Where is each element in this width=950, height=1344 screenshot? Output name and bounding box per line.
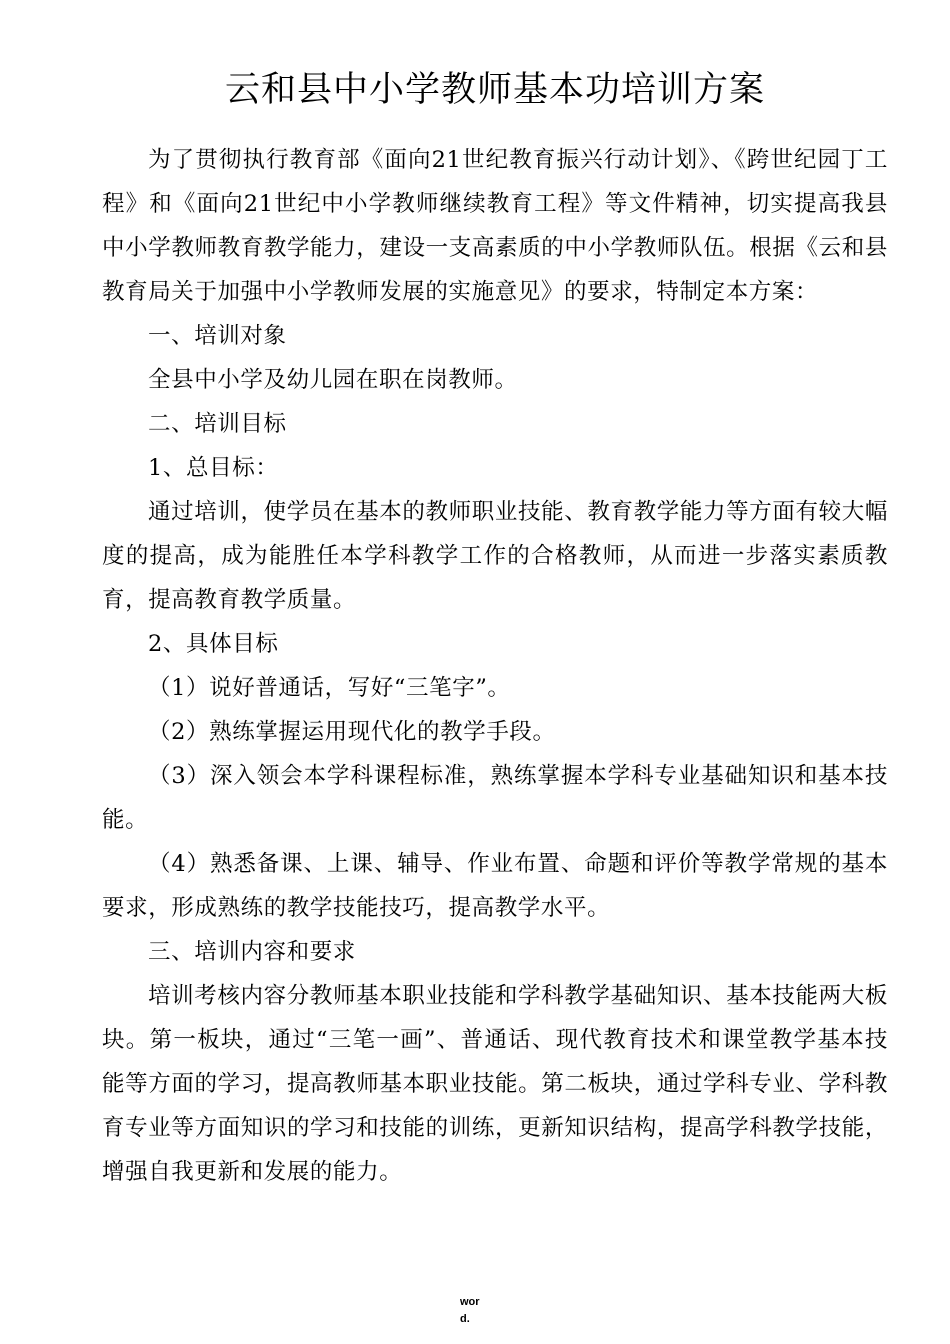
- specific-goal-item: （3）深入领会本学科课程标准，熟练掌握本学科专业基础知识和基本技能。: [102, 763, 888, 833]
- training-targets-paragraph: 全县中小学及幼儿园在职在岗教师。: [148, 367, 518, 393]
- section-heading-training-targets: 一、培训对象: [148, 323, 287, 349]
- specific-goal-item: （2）熟练掌握运用现代化的教学手段。: [148, 719, 556, 745]
- subheading-specific-goals: 2、具体目标: [148, 631, 279, 657]
- section-heading-training-content: 三、培训内容和要求: [148, 939, 356, 965]
- training-content-paragraph: 培训考核内容分教师基本职业技能和学科教学基础知识、基本技能两大板块。第一板块，通过“三笔一画”、普通话、现代教育技术和课堂教学基本技能等方面的学习，提高教师基本职业技能。第二板块，通过学科专业、学科教育专业等方面知识的学习和技能的训练，更新知识结构，提高学科教学技能，增强自我更新和发展的能力。: [102, 983, 888, 1185]
- subheading-overall-goal: 1、总目标：: [148, 455, 279, 481]
- intro-paragraph: 为了贯彻执行教育部《面向21世纪教育振兴行动计划》、《跨世纪园丁工程》和《面向21世纪中小学教师继续教育工程》等文件精神，切实提高我县中小学教师教育教学能力，建设一支高素质的中小学教师队伍。根据《云和县教育局关于加强中小学教师发展的实施意见》的要求，特制定本方案：: [102, 147, 888, 305]
- specific-goal-item: （1）说好普通话，写好“三笔字”。: [148, 675, 511, 701]
- document-title: 云和县中小学教师基本功培训方案: [224, 70, 765, 110]
- specific-goal-item: （4）熟悉备课、上课、辅导、作业布置、命题和评价等教学常规的基本要求，形成熟练的教学技能技巧，提高教学水平。: [102, 851, 888, 921]
- overall-goal-paragraph: 通过培训，使学员在基本的教师职业技能、教育教学能力等方面有较大幅度的提高，成为能胜任本学科教学工作的合格教师，从而进一步落实素质教育，提高教育教学质量。: [102, 499, 888, 613]
- section-heading-training-goals: 二、培训目标: [148, 411, 287, 437]
- document-body: [102, 138, 888, 1194]
- page-footer: word.: [460, 1296, 480, 1325]
